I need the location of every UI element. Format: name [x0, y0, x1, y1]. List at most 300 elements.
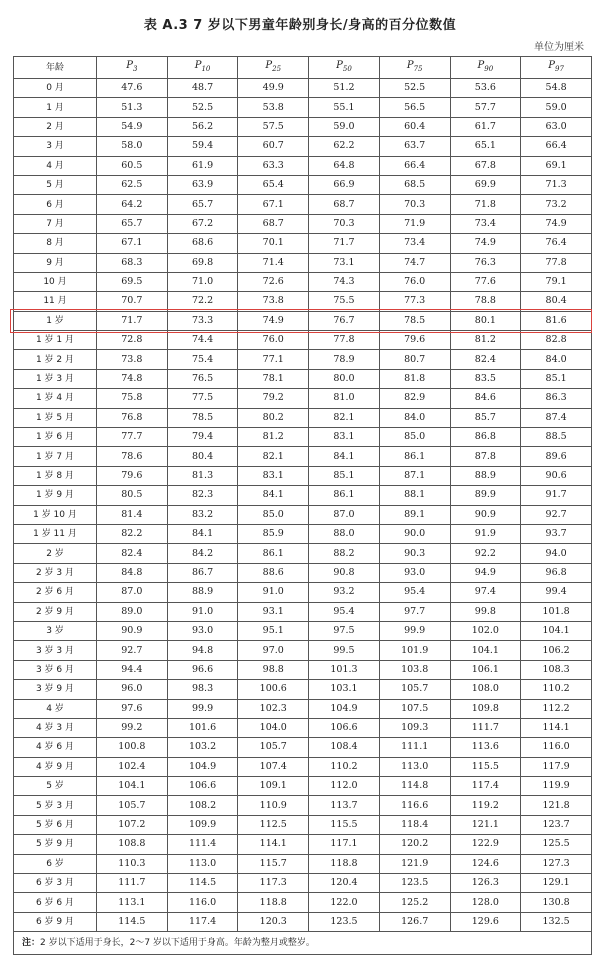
value-cell: 94.9: [450, 563, 521, 582]
value-cell: 130.8: [521, 893, 592, 912]
age-cell: 1 岁 6 月: [14, 428, 97, 447]
value-cell: 121.9: [379, 854, 450, 873]
value-cell: 100.6: [238, 680, 309, 699]
value-cell: 59.4: [167, 137, 238, 156]
value-cell: 95.4: [309, 602, 380, 621]
table-row: [14, 641, 592, 660]
value-cell: 88.6: [238, 563, 309, 582]
value-cell: 95.1: [238, 621, 309, 640]
value-cell: 105.7: [97, 796, 168, 815]
value-cell: 110.3: [97, 854, 168, 873]
value-cell: 112.0: [309, 777, 380, 796]
value-cell: 57.7: [450, 98, 521, 117]
age-cell: 3 月: [14, 137, 97, 156]
value-cell: 79.2: [238, 389, 309, 408]
percentile-subscript: 3: [132, 65, 138, 73]
value-cell: 65.1: [450, 137, 521, 156]
value-cell: 80.1: [450, 311, 521, 330]
value-cell: 115.5: [450, 757, 521, 776]
value-cell: 74.7: [379, 253, 450, 272]
value-cell: 104.0: [238, 718, 309, 737]
value-cell: 102.3: [238, 699, 309, 718]
value-cell: 109.1: [238, 777, 309, 796]
age-cell: 3 岁 6 月: [14, 660, 97, 679]
value-cell: 66.4: [521, 137, 592, 156]
value-cell: 97.4: [450, 583, 521, 602]
value-cell: 103.8: [379, 660, 450, 679]
value-cell: 81.6: [521, 311, 592, 330]
value-cell: 94.4: [97, 660, 168, 679]
table-row: [14, 718, 592, 737]
value-cell: 116.0: [167, 893, 238, 912]
value-cell: 109.3: [379, 718, 450, 737]
value-cell: 104.1: [97, 777, 168, 796]
percentile-header-p10: [167, 57, 238, 79]
percentile-table: [13, 56, 592, 955]
value-cell: 111.4: [167, 835, 238, 854]
value-cell: 132.5: [521, 912, 592, 931]
age-cell: 1 岁 4 月: [14, 389, 97, 408]
value-cell: 128.0: [450, 893, 521, 912]
value-cell: 84.1: [167, 524, 238, 543]
value-cell: 82.3: [167, 486, 238, 505]
value-cell: 70.7: [97, 292, 168, 311]
value-cell: 117.3: [238, 874, 309, 893]
note-row: [14, 932, 592, 955]
value-cell: 97.6: [97, 699, 168, 718]
age-cell: 3 岁 9 月: [14, 680, 97, 699]
value-cell: 76.5: [167, 369, 238, 388]
value-cell: 67.1: [97, 234, 168, 253]
table-row: [14, 389, 592, 408]
value-cell: 73.2: [521, 195, 592, 214]
value-cell: 85.1: [521, 369, 592, 388]
age-cell: 5 岁 3 月: [14, 796, 97, 815]
value-cell: 121.8: [521, 796, 592, 815]
value-cell: 109.9: [167, 815, 238, 834]
value-cell: 61.7: [450, 117, 521, 136]
value-cell: 83.1: [309, 428, 380, 447]
age-cell: 4 岁 6 月: [14, 738, 97, 757]
value-cell: 90.9: [97, 621, 168, 640]
value-cell: 90.9: [450, 505, 521, 524]
value-cell: 69.8: [167, 253, 238, 272]
age-cell: 1 岁 1 月: [14, 331, 97, 350]
table-row: [14, 117, 592, 136]
value-cell: 116.6: [379, 796, 450, 815]
value-cell: 76.7: [309, 311, 380, 330]
value-cell: 74.8: [97, 369, 168, 388]
age-cell: 6 岁: [14, 854, 97, 873]
value-cell: 57.5: [238, 117, 309, 136]
table-row: [14, 350, 592, 369]
table-row: [14, 874, 592, 893]
value-cell: 93.2: [309, 583, 380, 602]
value-cell: 47.6: [97, 79, 168, 98]
value-cell: 111.7: [97, 874, 168, 893]
value-cell: 72.6: [238, 272, 309, 291]
value-cell: 68.7: [309, 195, 380, 214]
value-cell: 71.7: [309, 234, 380, 253]
table-row: [14, 369, 592, 388]
value-cell: 60.7: [238, 137, 309, 156]
value-cell: 93.0: [167, 621, 238, 640]
age-cell: 1 岁 7 月: [14, 447, 97, 466]
value-cell: 52.5: [167, 98, 238, 117]
age-cell: 2 岁 6 月: [14, 583, 97, 602]
value-cell: 81.2: [238, 428, 309, 447]
value-cell: 74.4: [167, 331, 238, 350]
value-cell: 90.0: [379, 524, 450, 543]
value-cell: 89.0: [97, 602, 168, 621]
value-cell: 95.4: [379, 583, 450, 602]
value-cell: 81.4: [97, 505, 168, 524]
value-cell: 73.4: [450, 214, 521, 233]
table-title: 表 A.3 7 岁以下男童年龄别身长/身高的百分位数值: [143, 18, 457, 33]
value-cell: 63.7: [379, 137, 450, 156]
value-cell: 83.1: [238, 466, 309, 485]
value-cell: 99.9: [167, 699, 238, 718]
value-cell: 71.8: [450, 195, 521, 214]
value-cell: 89.6: [521, 447, 592, 466]
value-cell: 104.1: [450, 641, 521, 660]
value-cell: 75.5: [309, 292, 380, 311]
value-cell: 73.8: [97, 350, 168, 369]
value-cell: 84.6: [450, 389, 521, 408]
value-cell: 77.5: [167, 389, 238, 408]
percentile-header-p3: [97, 57, 168, 79]
value-cell: 111.1: [379, 738, 450, 757]
value-cell: 77.7: [97, 428, 168, 447]
value-cell: 68.5: [379, 175, 450, 194]
value-cell: 96.6: [167, 660, 238, 679]
percentile-symbol: P: [477, 60, 485, 71]
value-cell: 88.5: [521, 428, 592, 447]
percentile-subscript: 25: [272, 65, 282, 73]
value-cell: 99.8: [450, 602, 521, 621]
value-cell: 108.8: [97, 835, 168, 854]
value-cell: 51.3: [97, 98, 168, 117]
note-label: 注：: [22, 938, 41, 949]
value-cell: 113.1: [97, 893, 168, 912]
value-cell: 103.1: [309, 680, 380, 699]
value-cell: 88.2: [309, 544, 380, 563]
value-cell: 82.4: [97, 544, 168, 563]
value-cell: 84.1: [309, 447, 380, 466]
value-cell: 91.0: [167, 602, 238, 621]
value-cell: 101.3: [309, 660, 380, 679]
value-cell: 114.5: [97, 912, 168, 931]
table-row: [14, 79, 592, 98]
value-cell: 51.2: [309, 79, 380, 98]
value-cell: 117.4: [450, 777, 521, 796]
value-cell: 86.3: [521, 389, 592, 408]
value-cell: 90.6: [521, 466, 592, 485]
value-cell: 82.8: [521, 331, 592, 350]
percentile-header-p97: [521, 57, 592, 79]
note-text: 2 岁以下适用于身长，2～7 岁以下适用于身高。年龄为整月或整岁。: [40, 938, 315, 949]
value-cell: 76.0: [238, 331, 309, 350]
value-cell: 111.7: [450, 718, 521, 737]
value-cell: 89.9: [450, 486, 521, 505]
value-cell: 110.2: [309, 757, 380, 776]
value-cell: 53.6: [450, 79, 521, 98]
value-cell: 84.8: [97, 563, 168, 582]
value-cell: 126.7: [379, 912, 450, 931]
age-cell: 4 月: [14, 156, 97, 175]
value-cell: 91.9: [450, 524, 521, 543]
value-cell: 67.1: [238, 195, 309, 214]
value-cell: 83.5: [450, 369, 521, 388]
value-cell: 115.5: [309, 815, 380, 834]
value-cell: 113.6: [450, 738, 521, 757]
table-row: [14, 815, 592, 834]
percentile-symbol: P: [265, 60, 273, 71]
value-cell: 74.9: [450, 234, 521, 253]
value-cell: 68.3: [97, 253, 168, 272]
value-cell: 85.0: [379, 428, 450, 447]
value-cell: 121.1: [450, 815, 521, 834]
value-cell: 129.1: [521, 874, 592, 893]
age-cell: 3 岁: [14, 621, 97, 640]
value-cell: 78.9: [309, 350, 380, 369]
value-cell: 67.2: [167, 214, 238, 233]
age-cell: 2 岁 9 月: [14, 602, 97, 621]
value-cell: 65.7: [167, 195, 238, 214]
value-cell: 85.1: [309, 466, 380, 485]
table-row: [14, 311, 592, 330]
value-cell: 87.4: [521, 408, 592, 427]
table-row: [14, 738, 592, 757]
value-cell: 76.4: [521, 234, 592, 253]
percentile-subscript: 97: [555, 65, 564, 73]
value-cell: 124.6: [450, 854, 521, 873]
value-cell: 69.1: [521, 156, 592, 175]
value-cell: 101.9: [379, 641, 450, 660]
value-cell: 76.0: [379, 272, 450, 291]
value-cell: 105.7: [379, 680, 450, 699]
table-body: [14, 79, 592, 932]
value-cell: 93.0: [379, 563, 450, 582]
value-cell: 123.5: [379, 874, 450, 893]
value-cell: 117.9: [521, 757, 592, 776]
table-row: [14, 505, 592, 524]
table-row: [14, 602, 592, 621]
age-cell: 2 岁 3 月: [14, 563, 97, 582]
table-row: [14, 98, 592, 117]
value-cell: 80.5: [97, 486, 168, 505]
value-cell: 77.6: [450, 272, 521, 291]
value-cell: 83.2: [167, 505, 238, 524]
value-cell: 92.7: [521, 505, 592, 524]
value-cell: 87.1: [379, 466, 450, 485]
value-cell: 94.0: [521, 544, 592, 563]
value-cell: 107.2: [97, 815, 168, 834]
value-cell: 129.6: [450, 912, 521, 931]
table-row: [14, 486, 592, 505]
value-cell: 92.2: [450, 544, 521, 563]
value-cell: 76.3: [450, 253, 521, 272]
age-cell: 4 岁: [14, 699, 97, 718]
value-cell: 108.0: [450, 680, 521, 699]
table-row: [14, 408, 592, 427]
percentile-subscript: 10: [201, 65, 211, 73]
value-cell: 66.4: [379, 156, 450, 175]
value-cell: 56.5: [379, 98, 450, 117]
value-cell: 80.4: [521, 292, 592, 311]
value-cell: 114.1: [521, 718, 592, 737]
value-cell: 82.9: [379, 389, 450, 408]
value-cell: 110.2: [521, 680, 592, 699]
age-cell: 4 岁 3 月: [14, 718, 97, 737]
value-cell: 116.0: [521, 738, 592, 757]
header-row: [14, 57, 592, 79]
value-cell: 108.4: [309, 738, 380, 757]
value-cell: 79.6: [379, 331, 450, 350]
value-cell: 97.7: [379, 602, 450, 621]
value-cell: 82.1: [238, 447, 309, 466]
table-row: [14, 699, 592, 718]
value-cell: 77.8: [309, 331, 380, 350]
table-row: [14, 796, 592, 815]
value-cell: 103.2: [167, 738, 238, 757]
table-row: [14, 214, 592, 233]
value-cell: 98.3: [167, 680, 238, 699]
value-cell: 73.1: [309, 253, 380, 272]
value-cell: 81.0: [309, 389, 380, 408]
value-cell: 88.9: [167, 583, 238, 602]
value-cell: 63.9: [167, 175, 238, 194]
age-column-header: 年龄: [14, 57, 97, 79]
value-cell: 77.3: [379, 292, 450, 311]
value-cell: 78.1: [238, 369, 309, 388]
value-cell: 70.3: [309, 214, 380, 233]
value-cell: 90.3: [379, 544, 450, 563]
value-cell: 99.2: [97, 718, 168, 737]
value-cell: 104.9: [309, 699, 380, 718]
age-cell: 2 月: [14, 117, 97, 136]
value-cell: 120.2: [379, 835, 450, 854]
age-cell: 1 月: [14, 98, 97, 117]
age-cell: 1 岁 8 月: [14, 466, 97, 485]
value-cell: 85.9: [238, 524, 309, 543]
value-cell: 112.5: [238, 815, 309, 834]
value-cell: 84.2: [167, 544, 238, 563]
value-cell: 120.4: [309, 874, 380, 893]
value-cell: 115.7: [238, 854, 309, 873]
value-cell: 96.8: [521, 563, 592, 582]
age-cell: 1 岁 10 月: [14, 505, 97, 524]
value-cell: 73.3: [167, 311, 238, 330]
value-cell: 104.1: [521, 621, 592, 640]
value-cell: 113.0: [379, 757, 450, 776]
table-row: [14, 428, 592, 447]
value-cell: 71.7: [97, 311, 168, 330]
value-cell: 52.5: [379, 79, 450, 98]
value-cell: 93.1: [238, 602, 309, 621]
value-cell: 108.2: [167, 796, 238, 815]
age-cell: 6 岁 3 月: [14, 874, 97, 893]
value-cell: 78.5: [379, 311, 450, 330]
unit-label: 单位为厘米: [534, 42, 584, 53]
value-cell: 61.9: [167, 156, 238, 175]
value-cell: 127.3: [521, 854, 592, 873]
value-cell: 64.8: [309, 156, 380, 175]
value-cell: 99.5: [309, 641, 380, 660]
table-row: [14, 195, 592, 214]
percentile-symbol: P: [126, 60, 133, 71]
value-cell: 65.7: [97, 214, 168, 233]
value-cell: 82.2: [97, 524, 168, 543]
table-row: [14, 835, 592, 854]
table-row: [14, 660, 592, 679]
value-cell: 74.9: [521, 214, 592, 233]
table-row: [14, 912, 592, 931]
value-cell: 67.8: [450, 156, 521, 175]
value-cell: 82.4: [450, 350, 521, 369]
value-cell: 123.5: [309, 912, 380, 931]
percentile-symbol: P: [336, 60, 343, 71]
value-cell: 79.4: [167, 428, 238, 447]
value-cell: 109.8: [450, 699, 521, 718]
value-cell: 92.7: [97, 641, 168, 660]
value-cell: 78.5: [167, 408, 238, 427]
value-cell: 91.0: [238, 583, 309, 602]
value-cell: 96.0: [97, 680, 168, 699]
percentile-symbol: P: [406, 60, 414, 71]
percentile-header-p75: [379, 57, 450, 79]
value-cell: 53.8: [238, 98, 309, 117]
value-cell: 88.9: [450, 466, 521, 485]
age-cell: 1 岁 2 月: [14, 350, 97, 369]
table-row: [14, 331, 592, 350]
value-cell: 73.4: [379, 234, 450, 253]
table-row: [14, 175, 592, 194]
table-row: [14, 524, 592, 543]
value-cell: 86.1: [238, 544, 309, 563]
value-cell: 77.8: [521, 253, 592, 272]
table-row: [14, 234, 592, 253]
value-cell: 122.0: [309, 893, 380, 912]
value-cell: 48.7: [167, 79, 238, 98]
value-cell: 78.8: [450, 292, 521, 311]
table-row: [14, 757, 592, 776]
value-cell: 97.0: [238, 641, 309, 660]
table-row: [14, 680, 592, 699]
age-cell: 1 岁 9 月: [14, 486, 97, 505]
value-cell: 86.7: [167, 563, 238, 582]
value-cell: 118.4: [379, 815, 450, 834]
value-cell: 110.9: [238, 796, 309, 815]
value-cell: 85.0: [238, 505, 309, 524]
value-cell: 70.3: [379, 195, 450, 214]
age-cell: 4 岁 9 月: [14, 757, 97, 776]
value-cell: 54.8: [521, 79, 592, 98]
value-cell: 90.8: [309, 563, 380, 582]
value-cell: 54.9: [97, 117, 168, 136]
table-row: [14, 253, 592, 272]
value-cell: 104.9: [167, 757, 238, 776]
table-row: [14, 292, 592, 311]
percentile-symbol: P: [194, 60, 202, 71]
value-cell: 102.4: [97, 757, 168, 776]
age-cell: 11 月: [14, 292, 97, 311]
value-cell: 68.7: [238, 214, 309, 233]
value-cell: 80.0: [309, 369, 380, 388]
value-cell: 66.9: [309, 175, 380, 194]
value-cell: 60.5: [97, 156, 168, 175]
value-cell: 79.1: [521, 272, 592, 291]
